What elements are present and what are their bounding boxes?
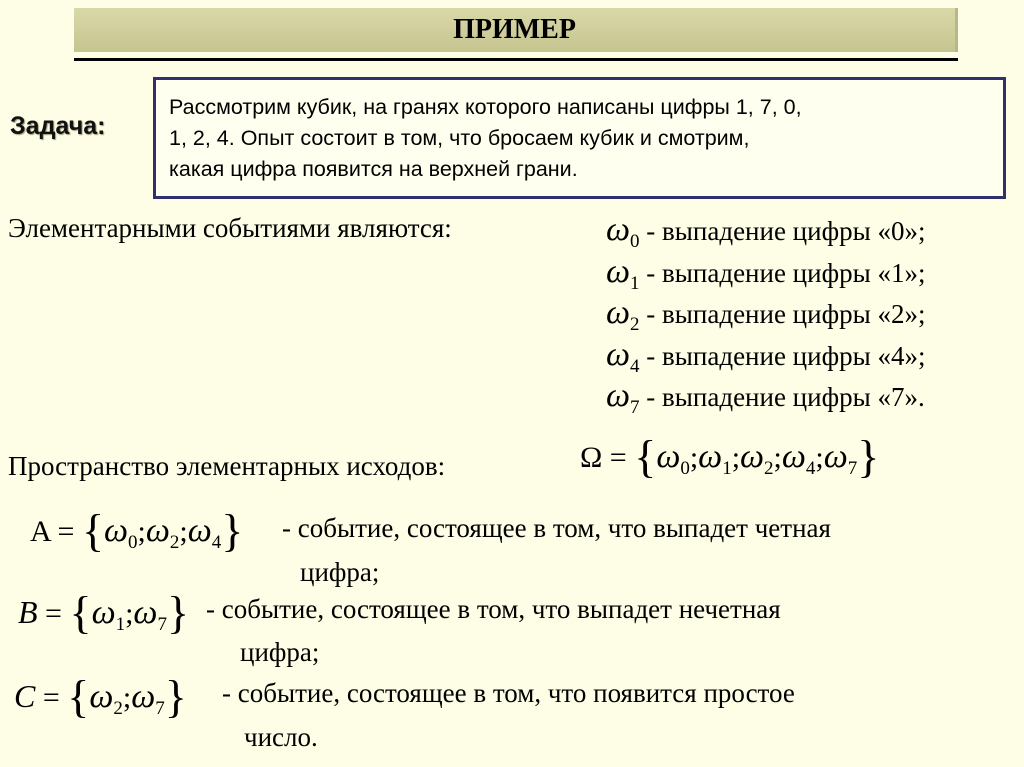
task-label: Задача: bbox=[10, 112, 106, 140]
omega-symbol: ω bbox=[606, 336, 631, 373]
task-text: Рассмотрим кубик, на гранях которого написаны цифры 1, 7, 0, 1, 2, 4. Опыт состоит в том, что бросаем кубик и смотрим, какая цифра появится на верхней грани. bbox=[169, 95, 802, 181]
brace-open: { bbox=[634, 431, 657, 482]
omega-subscript: 2 bbox=[630, 314, 640, 335]
event-a-description: - событие, состоящее в том, что выпадет четная bbox=[282, 513, 831, 543]
event-name: C bbox=[14, 678, 36, 714]
event-b-description: - событие, состоящее в том, что выпадет нечетная bbox=[206, 594, 781, 624]
elementary-event-text: - выпадение цифры «4»; bbox=[646, 341, 926, 371]
omega-subscript: 4 bbox=[630, 356, 640, 377]
sample-space-formula: $\Omega = \{\omega_0;\omega_1;\omega_2;\omega_4;\omega_7\}$ bbox=[580, 431, 880, 482]
event-c-description-cont: число. bbox=[244, 722, 318, 752]
elementary-event-row bbox=[606, 294, 926, 335]
event-a-formula: $A = \{\omega_0;\omega_2;\omega_4\}$ bbox=[30, 505, 244, 556]
elementary-event-text: - выпадение цифры «7». bbox=[646, 382, 925, 412]
event-c-description: - событие, состоящее в том, что появится простое bbox=[222, 678, 795, 708]
omega-symbol: ω bbox=[606, 253, 631, 290]
event-name: A bbox=[30, 515, 51, 548]
title-underline bbox=[74, 58, 958, 61]
omega-symbol: ω bbox=[606, 377, 631, 414]
elementary-event-text: - выпадение цифры «1»; bbox=[646, 258, 926, 288]
omega-subscript: 0 bbox=[630, 231, 640, 252]
brace-close: } bbox=[857, 431, 880, 482]
event-b-formula: $B = \{\omega_1;\omega_7\}$ bbox=[18, 587, 190, 638]
elementary-event-text: - выпадение цифры «0»; bbox=[646, 216, 926, 246]
event-b-description-cont: цифра; bbox=[240, 637, 320, 667]
omega-subscript: 1 bbox=[630, 273, 640, 294]
elementary-event-row bbox=[606, 377, 925, 418]
event-name: B bbox=[18, 594, 38, 630]
omega-subscript: 7 bbox=[630, 397, 640, 418]
elementary-event-row bbox=[606, 336, 926, 377]
omega-symbol: ω bbox=[606, 211, 631, 248]
elementary-event-text: - выпадение цифры «2»; bbox=[646, 299, 926, 329]
elementary-event-row bbox=[606, 253, 926, 294]
event-c-formula: $C = \{\omega_2;\omega_7\}$ bbox=[14, 671, 187, 722]
omega-symbol: ω bbox=[606, 294, 631, 331]
slide-title: ПРИМЕР bbox=[453, 14, 576, 45]
elementary-event-row bbox=[606, 211, 926, 252]
sample-space-label: Пространство элементарных исходов: bbox=[8, 451, 446, 481]
title-bar bbox=[74, 8, 958, 52]
task-box bbox=[153, 77, 1006, 199]
elementary-events-label: Элементарными событиями являются: bbox=[8, 213, 452, 243]
event-a-description-cont: цифра; bbox=[300, 557, 380, 587]
omega-capital: Ω bbox=[580, 441, 603, 474]
